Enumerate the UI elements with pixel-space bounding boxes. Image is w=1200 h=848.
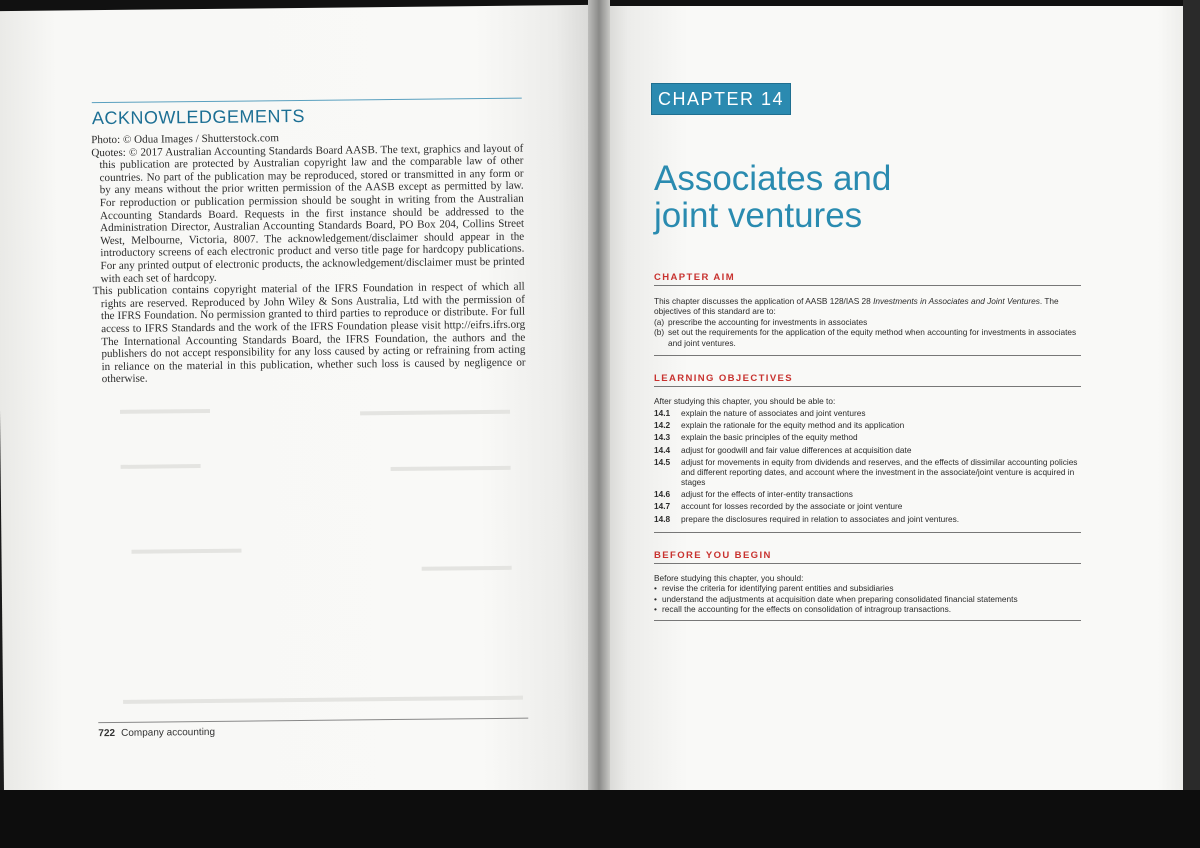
show-through [131,549,241,554]
section-rule [654,620,1081,621]
book-gutter [588,0,610,848]
objectives-intro: After studying this chapter, you should be able to: [654,396,836,406]
objective-number: 14.8 [654,513,671,524]
chapter-aim-text [654,296,1081,348]
aim-intro-end: . The objectives of this standard are to: [654,296,1059,317]
item-label: (b) [654,327,665,338]
objective-text: adjust for movements in equity from dividends and reserves, and the effects of dissimilar accounting policies and different reporting dates, and account where the investment in the associate/joint venture is acquired in stages [681,456,1078,488]
objective-text: explain the nature of associates and joint ventures [681,408,866,419]
chapter-label: CHAPTER 14 [652,84,790,114]
list-item [654,327,1081,348]
before-you-begin-list [654,573,1081,615]
bullet-icon: • [654,593,657,604]
objective-number: 14.1 [654,408,671,419]
acknowledgements-heading: ACKNOWLEDGEMENTS [91,105,306,129]
bullet-icon: • [654,583,657,594]
list-item [654,514,1081,524]
objective-text: adjust for goodwill and fair value differences at acquisition date [681,444,912,455]
before-you-begin-heading: BEFORE YOU BEGIN [654,550,772,561]
objective-text: account for losses recorded by the associate or joint venture [681,501,903,512]
before-intro: Before studying this chapter, you should: [654,573,804,583]
heading-rule [92,98,522,104]
show-through [360,410,510,416]
acknowledgements-text [91,130,526,386]
chapter-aim-heading: CHAPTER AIM [654,272,736,283]
learning-objectives-heading: LEARNING OBJECTIVES [654,373,794,384]
footer-rule [98,718,528,724]
item-text: understand the adjustments at acquisition date when preparing consolidated financial statements [662,593,1018,604]
list-item [654,408,1081,418]
standard-name: Investments in Associates and Joint Ventures [873,296,1040,306]
item-label: (a) [654,316,665,327]
photo-credit: Photo: © Odua Images / Shutterstock.com [91,132,280,147]
item-text: set out the requirements for the application of the equity method when accounting for investments in associates and joint ventures. [668,327,1077,348]
list-item [654,420,1081,430]
show-through [123,696,523,704]
objective-number: 14.4 [654,444,671,455]
list-item [654,583,1081,593]
objective-number: 14.2 [654,420,671,431]
item-text: prescribe the accounting for investments in associates [668,316,868,327]
list-item [654,457,1081,488]
ifrs-credit: This publication contains copyright material of the IFRS Foundation in respect of which all rights are reserved. Reproduced by John Wiley & Sons Australia, Ltd with the permission of the IFRS Foundation. No permission granted to third parties to reproduce or distribute. For full access to IFRS Standards and the work of the IFRS Foundation please visit http://eifrs.ifrs.org The International Accounting Standards Board, the IFRS Foundation, the authors and the publishers do not accept responsibility for any loss caused by acting or refraining from acting in reliance on the material in this publication, whether such loss is caused by negligence or otherwise. [92,280,526,386]
page-footer [98,727,215,739]
show-through [120,409,210,414]
page-number: 722 [98,727,116,740]
chapter-title-line-2: joint ventures [654,196,863,235]
section-rule [654,563,1081,564]
show-through [121,464,201,469]
scan-background-right [1183,0,1200,848]
chapter-title-line-1: Associates and [654,159,892,198]
objective-text: explain the basic principles of the equity method [681,432,858,443]
list-item [654,445,1081,455]
chapter-aim-intro [654,296,1081,317]
chapter-title [654,160,1074,234]
show-through [391,466,511,471]
objective-number: 14.5 [654,456,671,467]
list-item [654,489,1081,499]
list-item [654,604,1081,614]
list-item [654,594,1081,604]
running-title: Company accounting [121,726,216,739]
aim-intro-text: This chapter discusses the application of AASB 128/IAS 28 [654,296,874,306]
list-item [654,432,1081,442]
quotes-credit: Quotes: © 2017 Australian Accounting Standards Board AASB. The text, graphics and layout of this publication are protected by Australian copyright law and the comparable law of other countries. No part of the publication may be reproduced, stored or transmitted in any form or by any means without the prior written permission of the AASB except as permitted by law. For reproduction or publication permission should be sought in writing from the Australian Accounting Standards Board. Requests in the first instance should be addressed to the Administration Director, Australian Accounting Standards Board, PO Box 204, Collins Street West, Melbourne, Victoria, 8007. The acknowledgement/disclaimer should appear in the introductory screens of each electronic product and verso title page for hardcopy publications. For any printed output of electronic products, the acknowledgement/disclaimer must be printed with each set of hardcopy. [91,142,525,285]
section-rule [654,386,1081,387]
objective-text: explain the rationale for the equity method and its application [681,420,905,431]
list-item [654,317,1081,327]
show-through [422,566,512,571]
left-page [0,5,600,799]
learning-objectives-list [654,396,1081,526]
objective-number: 14.3 [654,432,671,443]
objective-number: 14.7 [654,501,671,512]
item-text: recall the accounting for the effects on consolidation of intragroup transactions. [662,604,952,615]
item-text: revise the criteria for identifying parent entities and subsidiaries [662,583,894,594]
section-rule [654,355,1081,356]
objective-text: adjust for the effects of inter-entity transactions [681,489,853,500]
section-rule [654,532,1081,533]
section-rule [654,285,1081,286]
list-item [654,501,1081,511]
scan-background-bottom [0,790,1200,848]
objective-number: 14.6 [654,489,671,500]
bullet-icon: • [654,604,657,615]
objective-text: prepare the disclosures required in relation to associates and joint ventures. [681,513,960,524]
